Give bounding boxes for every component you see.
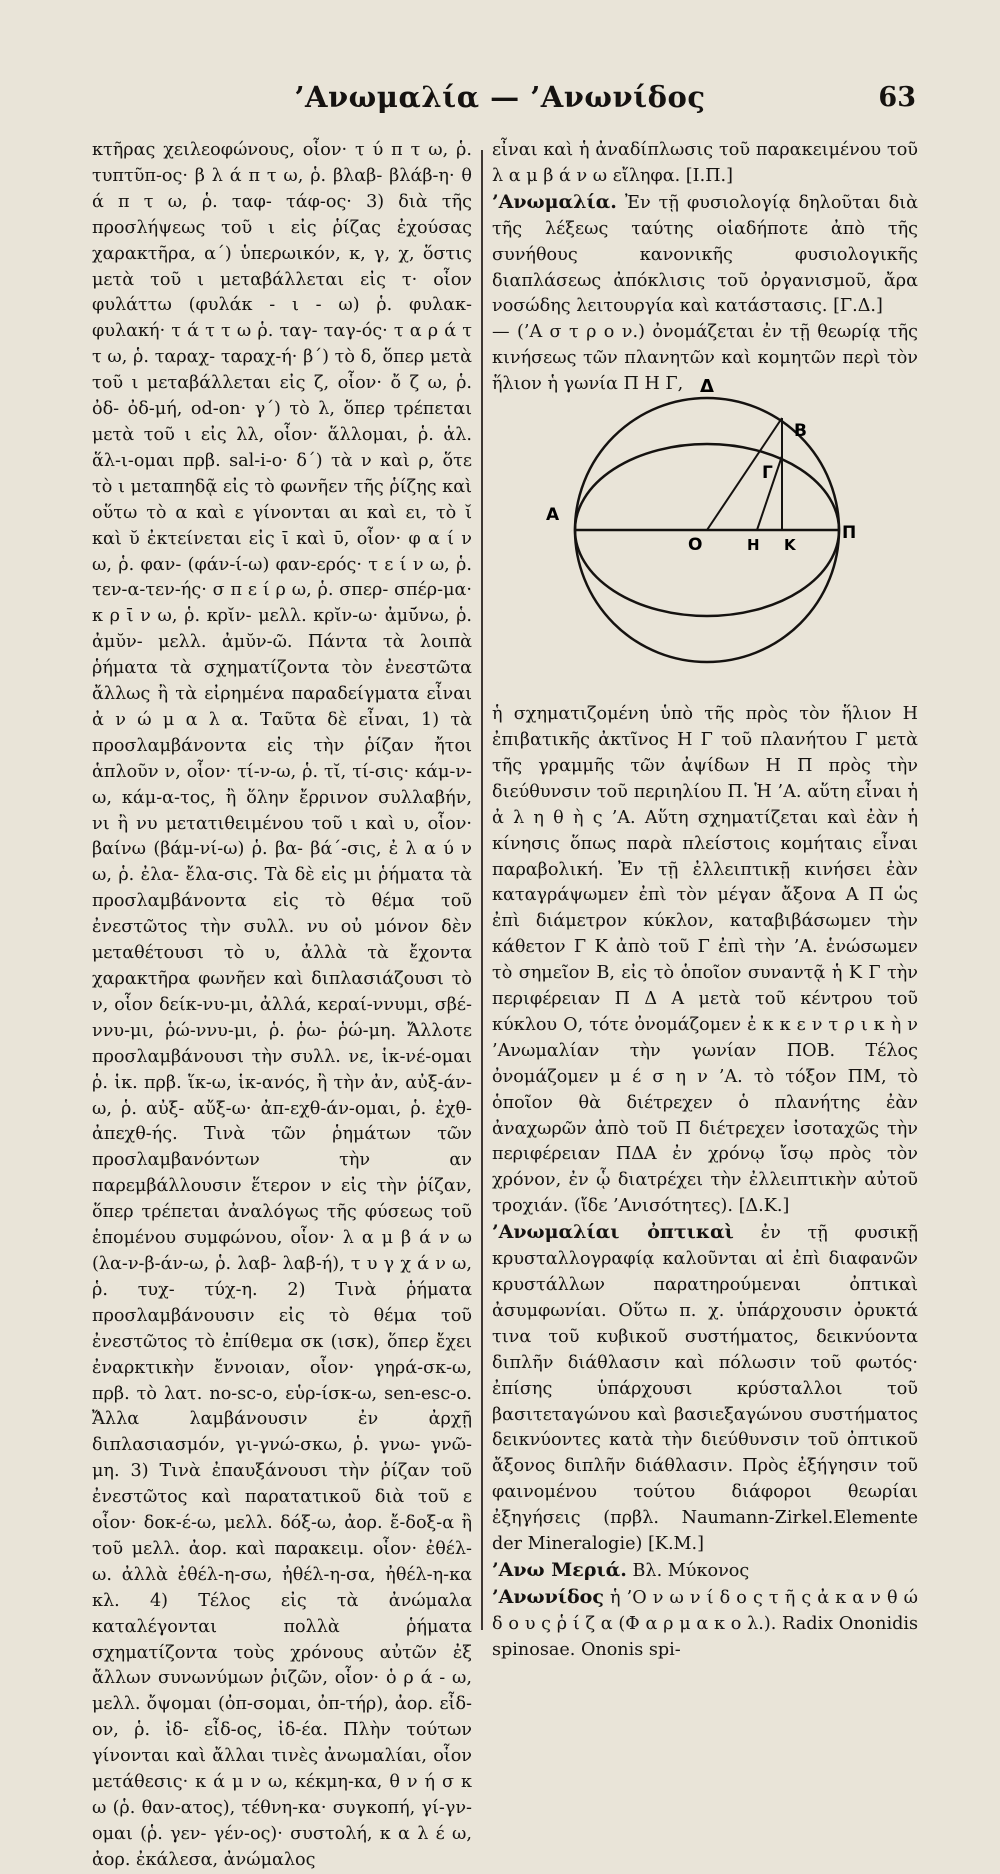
entry-head-anonidos: ’Ανωνίδος <box>492 1585 604 1608</box>
label-a: A <box>546 505 560 525</box>
right-column <box>492 138 918 1664</box>
entry-head-anomalia: ’Ανωμαλία. <box>492 190 617 213</box>
label-b: B <box>794 421 807 441</box>
running-header: ’Ανωμαλία — ’Ανωνίδος <box>294 80 706 114</box>
label-o: O <box>688 535 703 555</box>
entry-astron-cont: ἡ σχηματιζομένη ὑπὸ τῆς πρὸς τὸν ἥλιον Η ἐπιβατικῆς ἀκτῖνος Η Γ τοῦ πλανήτου Γ μετὰ τῆς γραμμῆς τῶν ἀψίδων Η Π πρὸς τὴν διεύθυνσιν τοῦ περιηλίου Π. Ἡ ’Α. αὕτη εἶναι ἡ ἀ λ η θ ὴ ς ’Α. Αὕτη σχηματίζεται καὶ ἐὰν ἡ κίνησις ὅπως παρὰ πλείστοις κομήταις εἶναι παραβολική. Ἐν τῇ ἐλλειπτικῇ κινήσει ἐὰν καταγράψωμεν ἐπὶ τὸν μέγαν ἄξονα Α Π ὡς ἐπὶ διάμετρον κύκλον, καταβιβάσωμεν τὴν κάθετον Γ Κ ἀπὸ τοῦ Γ ἐπὶ τὴν ’Α. ἑνώσωμεν τὸ σημεῖον Β, εἰς τὸ ὁποῖον συναντᾷ ἡ Κ Γ τὴν περιφέρειαν Π Δ Α μετὰ τοῦ κέντρου τοῦ κύκλου Ο, τότε ὀνομάζομεν ἐ κ κ ε ν τ ρ ι κ ὴ ν ’Ανωμαλίαν τὴν γωνίαν ΠΟΒ. Τέλος ὀνομάζομεν μ έ σ η ν ’Α. τὸ τόξον ΠΜ, τὸ ὁποῖον θὰ διέτρεχεν ὁ πλανήτης ἐὰν ἀναχωρῶν ἀπὸ τοῦ Π διέτρεχεν ἰσοταχῶς τὴν περιφέρειαν ΠΔΑ ἐν χρόνῳ ἴσῳ πρὸς τὸν χρόνον, ἐν ᾧ διατρέχει τὴν ἐλλειπτικὴν αὐτοῦ τροχιάν. (ἴδε ’Ανισότητες). [Δ.Κ.] <box>492 704 918 1217</box>
label-gamma: Γ <box>762 463 773 483</box>
label-pi: Π <box>842 523 857 543</box>
entry-text-anonidos: ἡ ’Ο ν ω ν ί δ ο ς τ ῆ ς ἀ κ α ν θ ώ δ ο υ ς ῥ ί ζ α (Φ α ρ μ α κ ο λ.). Radix Ononidis spinosae. Ononis spi- <box>492 1587 918 1660</box>
entry-anonidos <box>492 1585 918 1664</box>
page-number: 63 <box>878 82 916 113</box>
entry-ano-meria <box>492 1558 918 1585</box>
entry-text-optical: ἐν τῇ φυσικῇ κρυσταλλογραφίᾳ καλοῦνται αἱ ἐπὶ διαφανῶν κρυστάλλων παρατηρούμεναι ὀπτικαὶ ἀσυμφωνίαι. Οὕτω π. χ. ὑπάρχουσιν ὀρυκτά τινα τοῦ κυβικοῦ συστήματος, δεικνύοντα διπλῆν διάθλασιν καὶ πόλωσιν τοῦ φωτός· ἐπίσης ὑπάρχουσι κρύσταλλοι τοῦ βασιτεταγώνου καὶ βασιεξαγώνου συστήματος δεικνύοντες κατὰ τὴν διεύθυνσιν τοῦ ὀπτικοῦ ἄξονος διπλῆν διάθλασιν. Πρὸς ἐξήγησιν τοῦ φαινομένου τούτου διάφοροι θεωρίαι ἐξηγήσεις (πρβλ. Naumann-Zirkel.Elemente der Mineralogie) [Κ.Μ.] <box>492 1223 918 1555</box>
entry-text-ano-meria: Βλ. Μύκονος <box>632 1560 750 1581</box>
entry-anomalia <box>492 190 918 321</box>
orbit-figure <box>532 378 916 673</box>
entry-astron: — (’Α σ τ ρ ο ν.) ὀνομάζεται ἐν τῇ θεωρίᾳ τῆς κινήσεως τῶν πλανητῶν καὶ κομητῶν περὶ τὸν ἥλιον ἡ γωνία Π Η Γ, <box>492 322 918 395</box>
continued-text: εἶναι καὶ ἡ ἀναδίπλωσις τοῦ παρακειμένου τοῦ λ α μ β ά ν ω εἴληφα. [Ι.Π.] <box>492 140 918 186</box>
label-h: H <box>747 536 760 554</box>
label-delta: Δ <box>700 378 714 397</box>
entry-text-anomalia: Ἐν τῇ φυσιολογίᾳ δηλοῦται διὰ τῆς λέξεως ταύτης οἱαδήποτε ἀπὸ τῆς συνήθους κανονικῆς φυσιολογικῆς διαπλάσεως ἀπόκλισις τοῦ ὀργανισμοῦ, ἄρα νοσώδης λειτουργία καὶ κατάστασις. [Γ.Δ.] <box>492 192 919 317</box>
left-column <box>92 138 472 1874</box>
left-column-text: κτῆρας χειλεοφώνους, οἷον· τ ύ π τ ω, ῥ. τυπτῦπ-ος· β λ ά π τ ω, ῥ. βλαβ- βλάβ-η· θ ά π τ ω, ῥ. ταφ- τάφ-ος· 3) διὰ τῆς προσλήψεως τοῦ ι εἰς ῥίζας ἐχούσας χαρακτῆρα, α΄) ὑπερωικόν, κ, γ, χ, ὅστις μετὰ τοῦ ι μεταβάλλεται εἰς τ· οἷον φυλάττω (φυλάκ - ι - ω) ῥ. φυλακ- φυλακή· τ ά τ τ ω ῥ. ταγ- ταγ-ός· τ α ρ ά τ τ ω, ῥ. ταραχ- ταραχ-ή· β΄) τὸ δ, ὅπερ μετὰ τοῦ ι μεταβάλλεται εἰς ζ, οἷον· ὄ ζ ω, ῥ. ὀδ- ὀδ-μή, od-on· γ΄) τὸ λ, ὅπερ τρέπεται μετὰ τοῦ ι εἰς λλ, οἷον· ἅλλομαι, ῥ. ἁλ. ἅλ-ι-ομαι πρβ. sal-i-o· δ΄) τὰ ν καὶ ρ, ὅτε τὸ ι μεταπηδᾷ εἰς τὸ φωνῆεν τῆς ῥίζης καὶ οὕτω τὸ α καὶ ε γίνονται αι καὶ ει, τὸ ῐ καὶ ῠ ἐκτείνεται εἰς ῑ καὶ ῡ, οἷον· φ α ί ν ω, ῥ. φαν- (φάν-ί-ω) φαν-ερός· τ ε ί ν ω, ῥ. τεν-α-τεν-ής· σ π ε ί ρ ω, ῥ. σπερ- σπέρ-μα· κ ρ ῑ ν ω, ῥ. κρῐν- μελλ. κρῐν-ω· ἀμῡ́νω, ῥ. ἀμῠν- μελλ. ἀμῠν-ῶ. Πάντα τὰ λοιπὰ ῥήματα τὰ σχηματίζοντα τὸν ἐνεστῶτα ἄλλως ἢ τὰ εἰρημένα παραδείγματα εἶναι ἀ ν ώ μ α λ α. Ταῦτα δὲ εἶναι, 1) τὰ προσλαμβάνοντα εἰς τὴν ῥίζαν ἤτοι ἁπλοῦν ν, οἷον· τί-ν-ω, ῥ. τῐ, τί-σις· κάμ-ν-ω, κάμ-α-τος, ἢ ὅλην ἔρρινον συλλαβήν, νι ἢ νυ μετατιθειμένου τοῦ ι καὶ υ, οἷον· βαίνω (βάμ-νί-ω) ῥ. βα- βά΄-σις, ἐ λ α ύ ν ω, ῥ. ἐλα- ἔλα-σις. Τὰ δὲ εἰς μι ῥήματα τὰ προσλαμβάνοντα εἰς τὸ θέμα τοῦ ἐνεστῶτος τὴν συλλ. νυ οὐ μόνον δὲν μεταθέτουσι τὸ υ, ἀλλὰ τὰ ἔχοντα χαρακτῆρα φωνῆεν καὶ διπλασιάζουσι τὸ ν, οἷον δείκ-νυ-μι, ἀλλά, κεραί-ννυμι, σβέ-ννυ-μι, ῥώ-ννυ-μι, ῥ. ῥω- ῥώ-μη. Ἄλλοτε προσλαμβάνουσι τὴν συλλ. νε, ἱκ-νέ-ομαι ῥ. ἱκ. πρβ. ἵκ-ω, ἱκ-ανός, ἢ τὴν ἀν, αὐξ-άν-ω, ῥ. αὐξ- αὔξ-ω· ἀπ-εχθ-άν-ομαι, ῥ. ἐχθ- ἀπεχθ-ής. Τινὰ τῶν ῥημάτων τῶν προσλαμβανόντων τὴν αν παρεμβάλλουσιν ἕτερον ν εἰς τὴν ῥίζαν, ὅπερ τρέπεται ἀναλόγως τῆς φύσεως τοῦ ἑπομένου συμφώνου, οἷον· λ α μ β ά ν ω (λα-ν-β-άν-ω, ῥ. λαβ- λαβ-ή), τ υ γ χ ά ν ω, ῥ. τυχ- τύχ-η. 2) Τινὰ ῥήματα προσλαμβάνουσιν εἰς τὸ θέμα τοῦ ἐνεστῶτος τὸ ἐπίθεμα σκ (ισκ), ὅπερ ἔχει ἐναρκτικὴν ἔννοιαν, οἷον· γηρά-σκ-ω, πρβ. τὸ λατ. no-sc-o, εὑρ-ίσκ-ω, sen-esc-o. Ἄλλα λαμβάνουσιν ἐν ἀρχῇ διπλασιασμόν, γι-γνώ-σκω, ῥ. γνω- γνῶ-μη. 3) Τινὰ ἐπαυξάνουσι τὴν ῥίζαν τοῦ ἐνεστῶτος καὶ παρατατικοῦ διὰ τοῦ ε οἷον· δοκ-έ-ω, μελλ. δόξ-ω, ἀορ. ἔ-δοξ-α ἢ τοῦ μελλ. ἀορ. καὶ παρακειμ. οἷον· ἐθέλ-ω. ἀλλὰ ἐθέλ-η-σω, ἠθέλ-η-σα, ἠθέλ-η-κα κλ. 4) Τέλος εἰς τὰ ἀνώμαλα καταλέγονται πολλὰ ῥήματα σχηματίζοντα τοὺς χρόνους αὐτῶν ἐξ ἄλλων συνωνύμων ῥιζῶν, οἷον· ὁ ρ ά - ω, μελλ. ὄψομαι (ὀπ-σομαι, ὀπ-τήρ), ἀορ. εἶδ-ον, ῥ. ἰδ- εἶδ-ος, ἰδ-έα. Πλὴν τούτων γίνονται καὶ ἄλλαι τινὲς ἀνωμαλίαι, οἷον μετάθεσις· κ ά μ ν ω, κέκμη-κα, θ ν ή σ κ ω (ῥ. θαν-ατος), τέθνη-κα· συγκοπή, γί-γν-ομαι (ῥ. γεν- γέν-ος)· συστολή, κ α λ έ ω, ἀορ. ἐκάλεσα, ἀνώμαλος <box>92 140 472 1870</box>
entry-head-ano-meria: ’Ανω Μεριά. <box>492 1558 627 1581</box>
entry-head-optical: ’Ανωμαλίαι ὀπτικαὶ <box>492 1221 734 1244</box>
entry-optical <box>492 1220 918 1558</box>
column-divider <box>481 150 483 1630</box>
label-k: K <box>784 536 796 554</box>
